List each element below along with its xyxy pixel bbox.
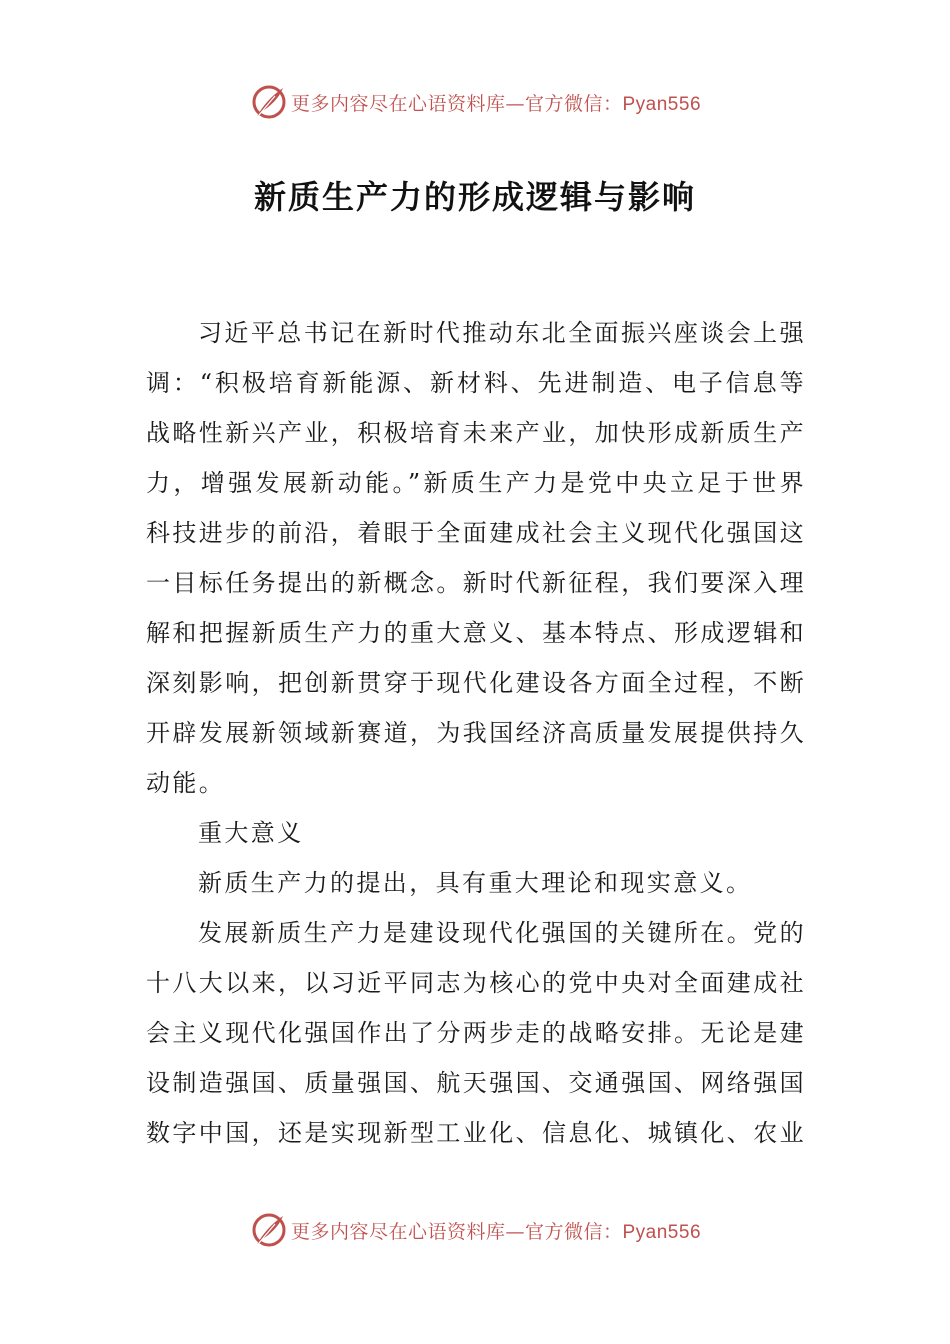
banner-text bbox=[291, 1217, 701, 1244]
paragraph-modern-power: 发展新质生产力是建设现代化强国的关键所在。党的十八大以来，以习近平同志为核心的党中央对全面建成社会主义现代化强国作出了分两步走的战略安排。无论是建设制造强国、质量强国、航天强国、交通强国、网络强国数字中国，还是实现新型工业化、信息化、城镇化、农业 bbox=[146, 919, 806, 1147]
page-title: 新质生产力的形成逻辑与影响 bbox=[253, 178, 696, 216]
banner-main-text: 更多内容尽在心语资料库 bbox=[290, 1220, 506, 1243]
banner-wechat-label: 官方微信： bbox=[524, 92, 623, 115]
quill-logo-icon bbox=[249, 1210, 289, 1250]
banner-text bbox=[291, 89, 701, 116]
banner-separator: — bbox=[505, 92, 525, 115]
paragraph-intro: 习近平总书记在新时代推动东北全面振兴座谈会上强调：“积极培育新能源、新材料、先进制造、电子信息等战略性新兴产业，积极培育未来产业，加快形成新质生产力，增强发展新动能。”新质生产力是党中央立足于世界科技进步的前沿，着眼于全面建成社会主义现代化强国这一目标任务提出的新概念。新时代新征程，我们要深入理解和把握新质生产力的重大意义、基本特点、形成逻辑和深刻影响，把创新贯穿于现代化建设各方面全过程，不断开辟发展新领域新赛道，为我国经济高质量发展提供持久动能。 bbox=[146, 319, 806, 797]
document-body bbox=[146, 308, 806, 1158]
banner-separator: — bbox=[505, 1220, 525, 1243]
banner-wechat-id: Pyan556 bbox=[622, 1221, 702, 1243]
quill-logo-icon bbox=[249, 82, 289, 122]
banner-wechat-id: Pyan556 bbox=[622, 93, 702, 115]
header-banner bbox=[0, 80, 950, 124]
footer-banner bbox=[0, 1208, 950, 1252]
section-heading: 重大意义 bbox=[198, 819, 304, 847]
paragraph-significance: 新质生产力的提出，具有重大理论和现实意义。 bbox=[198, 869, 753, 897]
banner-wechat-label: 官方微信： bbox=[524, 1220, 623, 1243]
banner-main-text: 更多内容尽在心语资料库 bbox=[290, 92, 506, 115]
